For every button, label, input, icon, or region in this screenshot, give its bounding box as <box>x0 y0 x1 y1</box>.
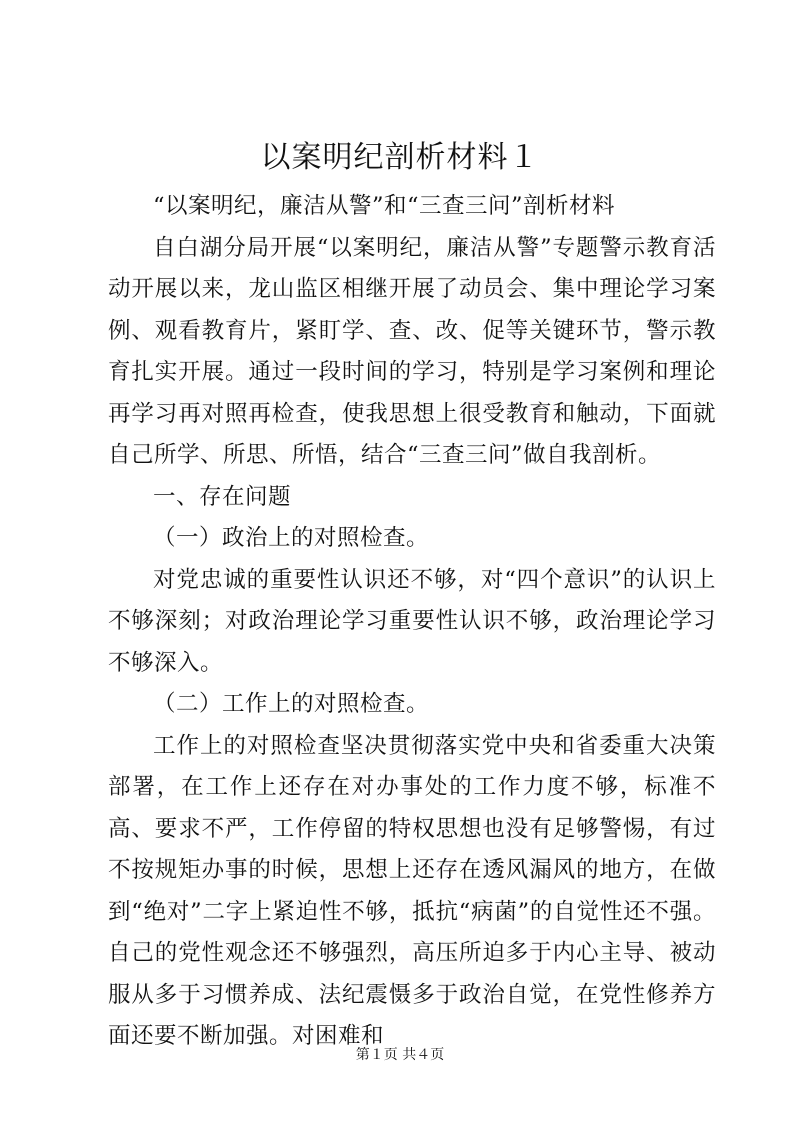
intro-paragraph: 自白湖分局开展“以案明纪，廉洁从警”专题警示教育活动开展以来，龙山监区相继开展了动员会、集中理论学习案例、观看教育片，紧盯学、查、改、促等关键环节，警示教育扎实开展。通过一段时间的学习，特别是学习案例和理论再学习再对照再检查，使我思想上很受教育和触动，下面就自己所学、所思、所悟，结合“三查三问”做自我剖析。 <box>108 234 716 468</box>
political-check-paragraph: 对党忠诚的重要性认识还不够，对“四个意识”的认识上不够深刻；对政治理论学习重要性认识不够，政治理论学习不够深入。 <box>108 566 716 676</box>
subtitle-paragraph: “以案明纪，廉洁从警”和“三查三问”剖析材料 <box>153 193 616 219</box>
subsection-heading-political: （一）政治上的对照检查。 <box>153 525 430 551</box>
page-footer: 第１页 共４页 <box>355 1047 445 1063</box>
subsection-heading-work: （二）工作上的对照检查。 <box>153 691 430 717</box>
document-title: 以案明纪剖析材料１ <box>260 140 540 175</box>
document-body <box>108 186 716 1058</box>
work-check-paragraph: 工作上的对照检查坚决贯彻落实党中央和省委重大决策部署，在工作上还存在对办事处的工作力度不够，标准不高、要求不严，工作停留的特权思想也没有足够警惕，有过不按规矩办事的时候，思想上还存在透风漏风的地方，在做到“绝对”二字上紧迫性不够，抵抗“病菌”的自觉性还不强。自己的党性观念还不够强烈，高压所迫多于内心主导、被动服从多于习惯养成、法纪震慑多于政治自觉，在党性修养方面还要不断加强。对困难和 <box>108 732 716 1049</box>
section-heading-problems: 一、存在问题 <box>153 483 292 510</box>
